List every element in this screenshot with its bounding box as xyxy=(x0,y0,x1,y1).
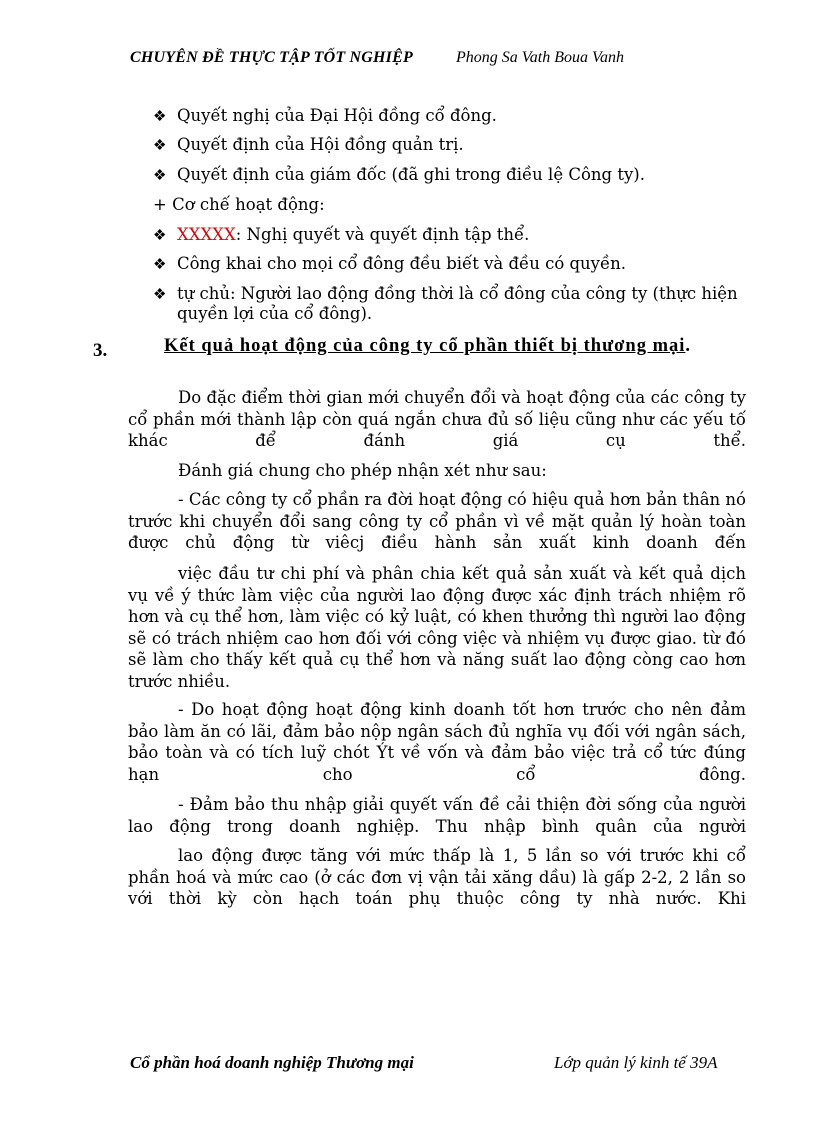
diamond-bullet-icon: ❖ xyxy=(153,255,167,273)
diamond-bullet-icon: ❖ xyxy=(153,285,167,303)
mechanism-label: + Cơ chế hoạt động: xyxy=(153,195,325,214)
diamond-bullet-icon: ❖ xyxy=(153,166,167,184)
section-number: 3. xyxy=(93,340,108,361)
paragraph: - Đảm bảo thu nhập giải quyết vấn đề cải thiện đời sống của người lao động trong doanh nghiệp. Thu nhập bình quân của người xyxy=(128,795,746,836)
bullet-item: ❖ tự chủ: Người lao động đồng thời là cổ đông của công ty (thực hiện quyền lợi của cổ đông). xyxy=(153,284,738,323)
footer-class: Lớp quản lý kinh tế 39A xyxy=(554,1053,718,1072)
paragraph: việc đầu tư chi phí và phân chia kết quả sản xuất và kết quả dịch vụ về ý thức làm việc của người lao động được xác định trách nhiệm rõ hơn và cụ thể hơn, làm việc có kỷ luật, có khen thưởng thì người lao động sẽ có trách nhiệm cao hơn đối với công việc và nhiệm vụ được giao. từ đó sẽ làm cho thấy kết quả cụ thể hơn và năng suất lao động còng cao hơn trước nhiều. xyxy=(128,564,746,691)
bullet-item: ❖ Quyết định của giám đốc (đã ghi trong điều lệ Công ty). xyxy=(153,165,645,184)
paragraph: lao động được tăng với mức thấp là 1, 5 lần so với trước khi cổ phần hoá và mức cao (ở các đơn vị vận tải xăng dầu) là gấp 2-2, 2 lần so với thời kỳ còn hạch toán phụ thuộc công ty nhà nước. Khi xyxy=(128,846,746,908)
header-author: Phong Sa Vath Boua Vanh xyxy=(456,49,624,66)
paragraph: Đánh giá chung cho phép nhận xét như sau: xyxy=(178,461,547,480)
bullet-item: ❖ Quyết định của Hội đồng quản trị. xyxy=(153,135,464,154)
paragraph: Do đặc điểm thời gian mới chuyển đổi và hoạt động của các công ty cổ phần mới thành lập còn quá ngắn chưa đủ số liệu cũng như các yếu tố khác để đánh giá cụ thể. xyxy=(128,388,746,450)
bullet-item: ❖ Công khai cho mọi cổ đông đều biết và đều có quyền. xyxy=(153,254,627,273)
placeholder-text: XXXXX xyxy=(177,225,236,244)
section-title: Kết quả hoạt động của công ty cổ phần thiết bị thương mại. xyxy=(164,336,692,356)
footer-title: Cổ phần hoá doanh nghiệp Thương mại xyxy=(130,1053,414,1072)
paragraph: - Do hoạt động hoạt động kinh doanh tốt hơn trước cho nên đảm bảo làm ăn có lãi, đảm bảo nộp ngân sách đủ nghĩa vụ đối với ngân sách, bảo toàn và có tích luỹ chót Ýt về vốn và đảm bảo việc trả cổ tức đúng hạn cho cổ đông. xyxy=(128,700,746,784)
paragraph: - Các công ty cổ phần ra đời hoạt động có hiệu quả hơn bản thân nó trước khi chuyển đổi sang công ty cổ phần vì về mặt quản lý hoàn toàn được chủ động từ viêcj điều hành sản xuất kinh doanh đến xyxy=(128,490,746,552)
bullet-item: ❖ Quyết nghị của Đại Hội đồng cổ đông. xyxy=(153,106,497,125)
diamond-bullet-icon: ❖ xyxy=(153,136,167,154)
bullet-item: ❖ XXXXX: Nghị quyết và quyết định tập thể. xyxy=(153,225,530,244)
header-title: CHUYÊN ĐỀ THỰC TẬP TỐT NGHIỆP xyxy=(130,49,413,66)
diamond-bullet-icon: ❖ xyxy=(153,226,167,244)
diamond-bullet-icon: ❖ xyxy=(153,107,167,125)
